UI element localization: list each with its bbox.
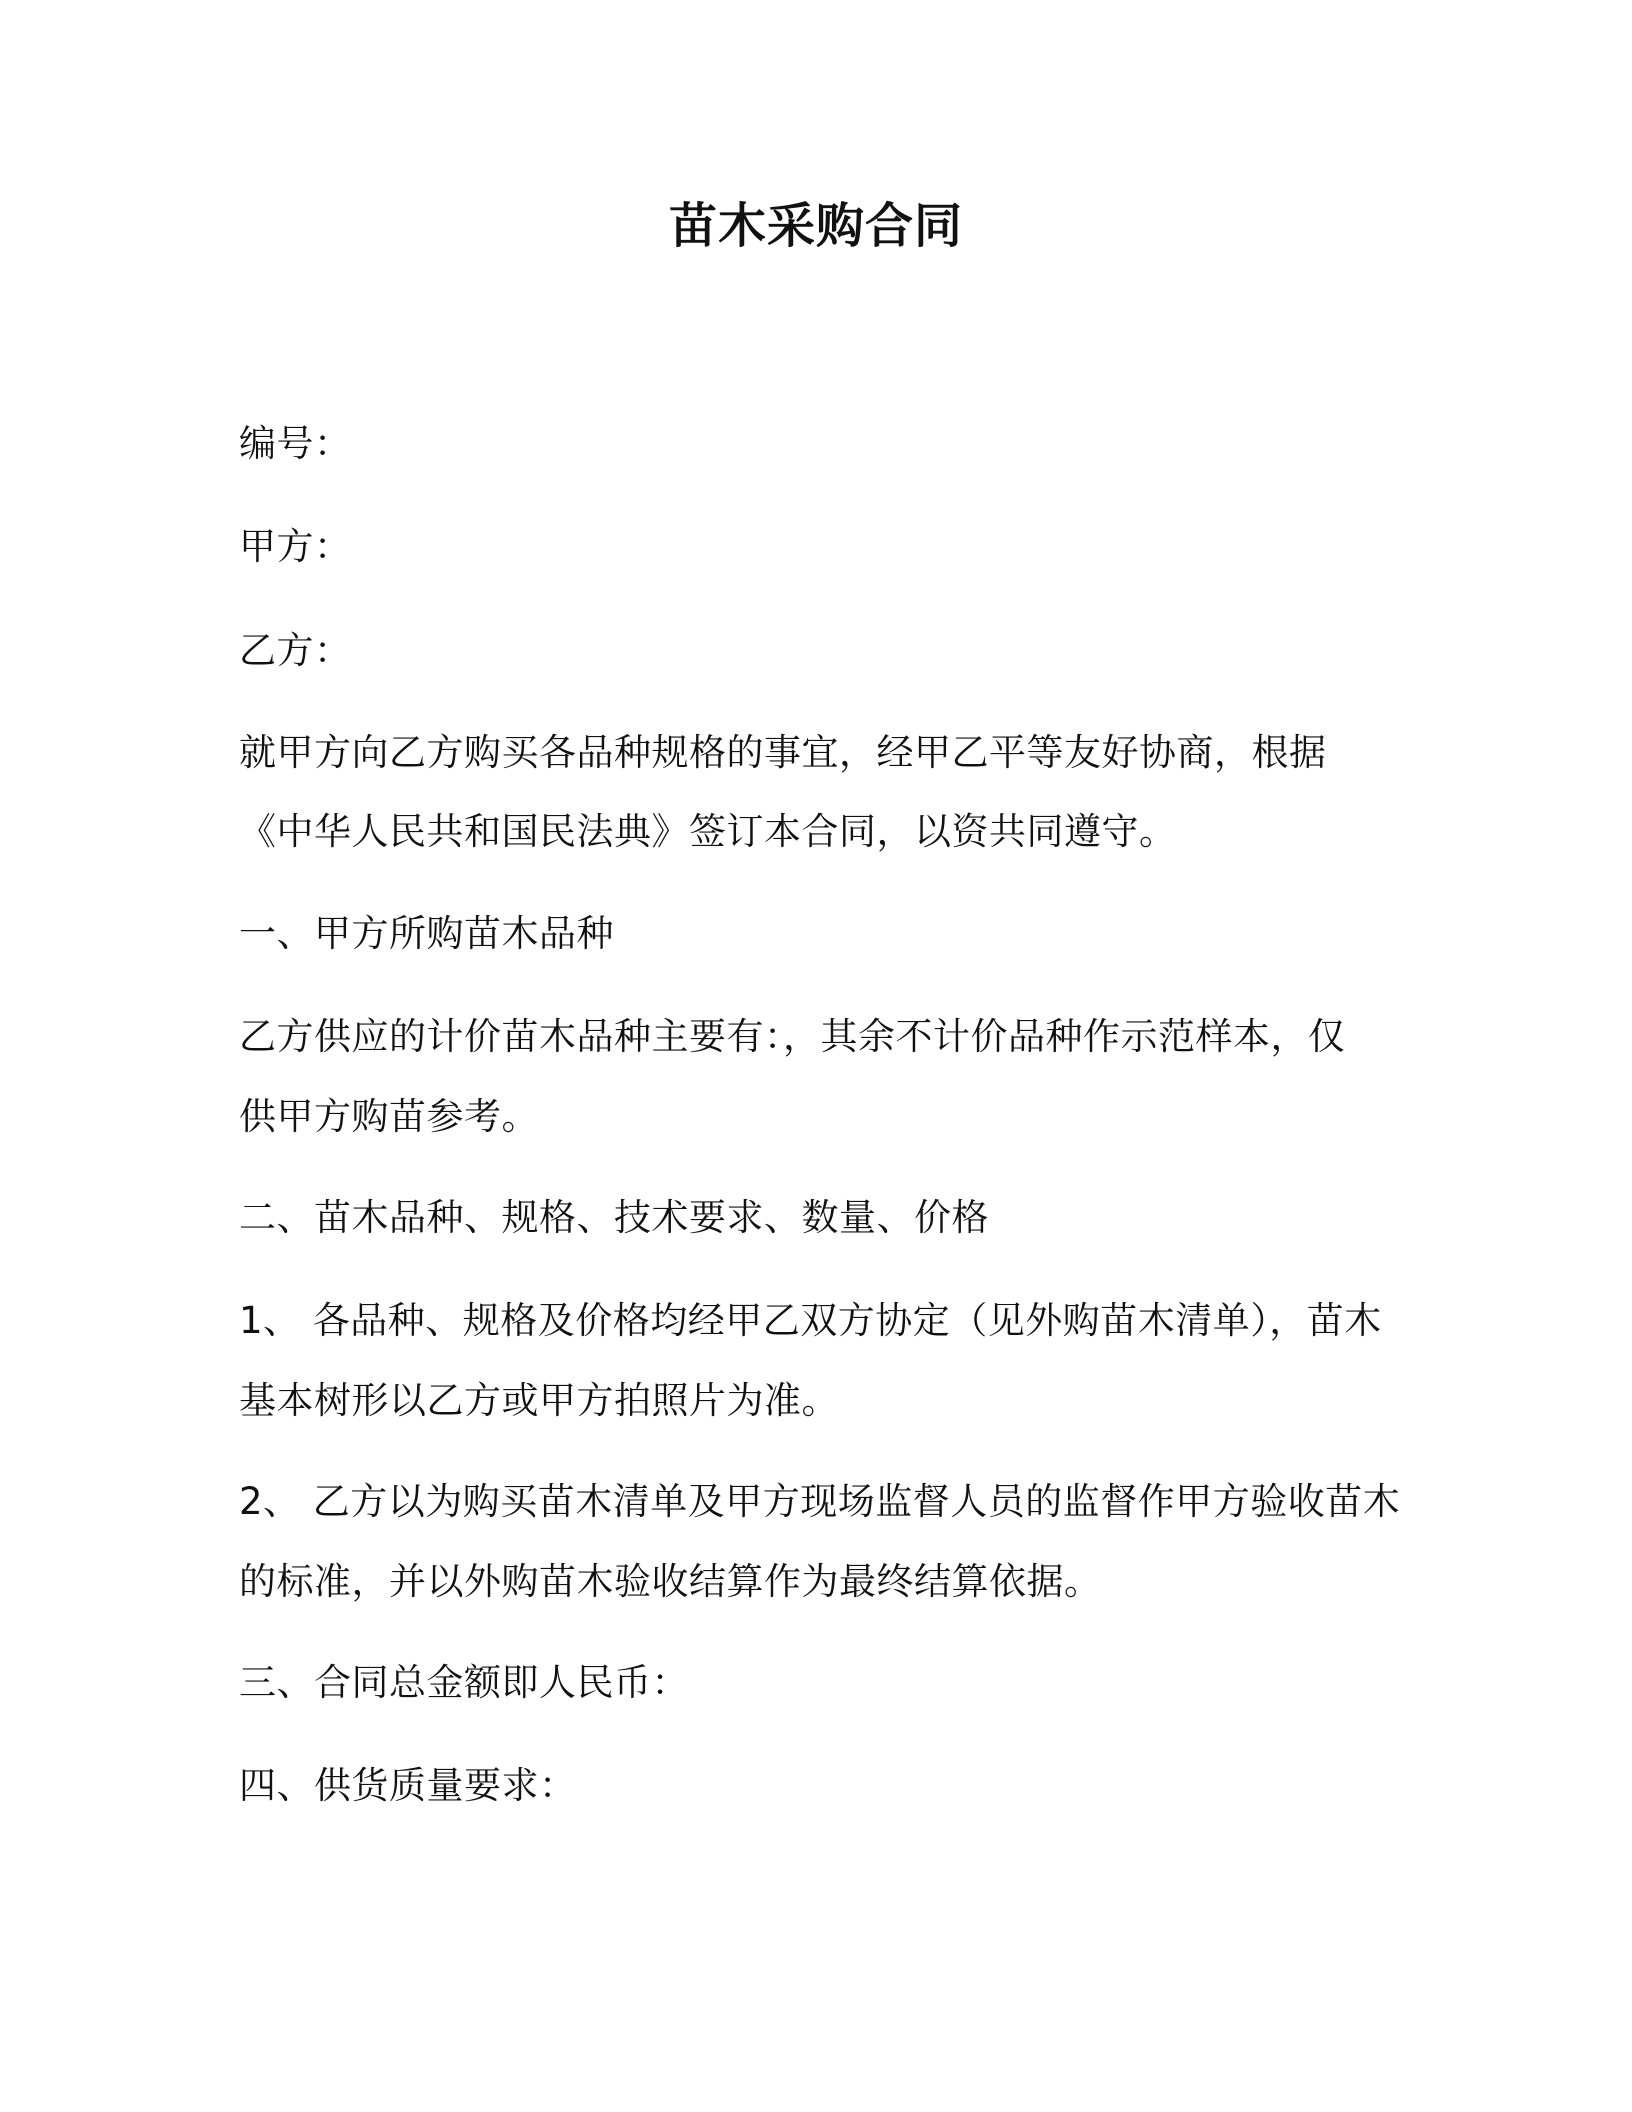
document-title: 苗木采购合同 [668, 198, 963, 254]
party-a-label: 甲方： [239, 525, 352, 568]
section-4-heading: 四、供货质量要求： [239, 1764, 577, 1807]
section-2-heading: 二、苗木品种、规格、技术要求、数量、价格 [239, 1196, 989, 1239]
contract-number-label: 编号： [239, 422, 352, 465]
section-2-item-2-line-1: 2、 乙方以为购买苗木清单及甲方现场监督人员的监督作甲方验收苗木 [239, 1480, 1401, 1523]
section-1-heading: 一、甲方所购苗木品种 [239, 912, 614, 955]
section-1-para-line-2: 供甲方购苗参考。 [239, 1095, 539, 1138]
intro-line-2: 《中华人民共和国民法典》签订本合同，以资共同遵守。 [239, 810, 1177, 853]
party-b-label: 乙方： [239, 629, 352, 672]
section-1-para-line-1: 乙方供应的计价苗木品种主要有：，其余不计价品种作示范样本，仅 [239, 1015, 1346, 1058]
section-2-item-1-line-2: 基本树形以乙方或甲方拍照片为准。 [239, 1379, 839, 1422]
intro-line-1: 就甲方向乙方购买各品种规格的事宜，经甲乙平等友好协商，根据 [239, 731, 1327, 774]
section-3-heading: 三、合同总金额即人民币： [239, 1661, 689, 1704]
section-2-item-2-line-2: 的标准，并以外购苗木验收结算作为最终结算依据。 [239, 1560, 1102, 1603]
section-2-item-1-line-1: 1、 各品种、规格及价格均经甲乙双方协定（见外购苗木清单），苗木 [239, 1299, 1382, 1342]
